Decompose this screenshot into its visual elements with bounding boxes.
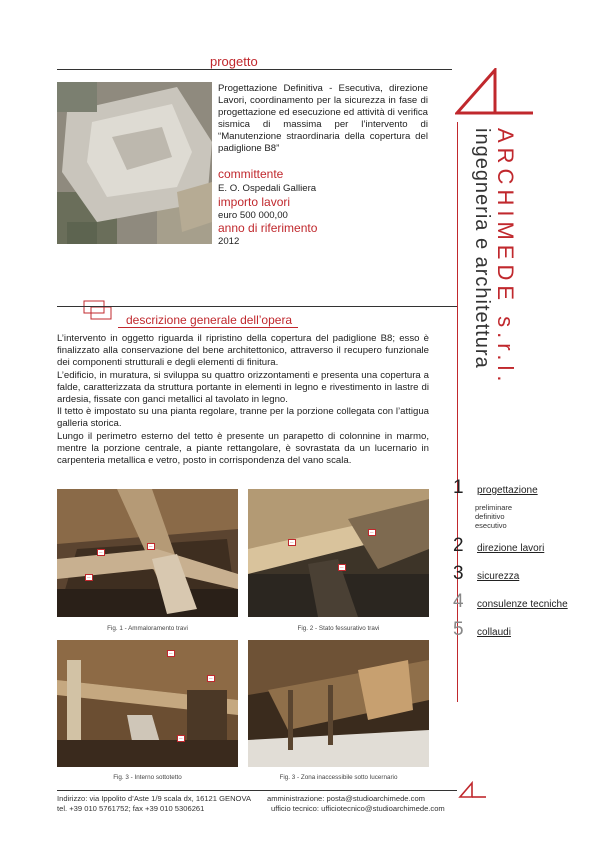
- menu-item-direzione-lavori[interactable]: [453, 536, 544, 556]
- menu-subitem[interactable]: definitivo: [475, 512, 505, 521]
- menu-number: 4: [453, 591, 464, 612]
- figure-caption: Fig. 3 - Interno sottotetto: [113, 774, 182, 781]
- footer-admin: [267, 794, 445, 804]
- importo-label: importo lavori: [218, 195, 291, 209]
- aerial-photo: [57, 82, 212, 244]
- brand-vertical-rule: [457, 122, 458, 702]
- anno-label: anno di riferimento: [218, 221, 318, 235]
- figure-caption: Fig. 1 - Ammaloramento travi: [107, 625, 188, 632]
- description-title-underline: [118, 327, 298, 328]
- anno-value: 2012: [218, 236, 240, 247]
- footer-rule: [57, 790, 457, 791]
- description-title: descrizione generale dell’opera: [126, 313, 293, 327]
- footer-admin-email[interactable]: posta@studioarchimede.com: [326, 794, 425, 803]
- header-rule: [57, 69, 452, 70]
- footer-address-block: [57, 794, 251, 814]
- brand-name: ARCHIMEDE s.r.l.: [493, 128, 518, 387]
- footer-tech-email[interactable]: ufficiotecnico@studioarchimede.com: [321, 804, 445, 813]
- menu-number: 2: [453, 535, 464, 556]
- description-paragraph: Il tetto è impostato su una pianta regolare, tranne per la porzione collegata con l’attigua galleria storica.: [57, 406, 429, 430]
- importo-value: euro 500 000,00: [218, 210, 288, 221]
- description-rule: [57, 306, 457, 307]
- menu-item-collaudi[interactable]: [453, 620, 511, 640]
- committente-label: committente: [218, 167, 284, 181]
- footer-admin-label: amministrazione:: [267, 794, 325, 803]
- menu-number: 1: [453, 477, 464, 498]
- photo-beam-cracks: — — —: [248, 489, 429, 617]
- footer-phone: tel. +39 010 5761752; fax +39 010 5306261: [57, 804, 205, 813]
- menu-item-sicurezza[interactable]: [453, 564, 519, 584]
- archimede-logo-small: [458, 781, 488, 799]
- menu-subitem[interactable]: preliminare: [475, 503, 513, 512]
- archimede-logo: [455, 68, 535, 118]
- description-paragraph: Lungo il perimetro esterno del tetto è presente un parapetto di colonnine in marmo, mentre la porzione centrale, a piante rettangolare, è sovrastata da un lucernario in carpenteria metallica e vetro, posto in corrispondenza del vano scala.: [57, 430, 429, 467]
- menu-label[interactable]: progettazione: [477, 485, 538, 496]
- brand-tagline: ingegneria e architettura: [471, 128, 493, 369]
- photo-inaccessible-zone: [248, 640, 429, 767]
- menu-item-progettazione[interactable]: [453, 478, 538, 498]
- menu-label[interactable]: direzione lavori: [477, 543, 545, 554]
- menu-label[interactable]: sicurezza: [477, 571, 520, 582]
- menu-number: 3: [453, 563, 464, 584]
- menu-number: 5: [453, 619, 464, 640]
- footer-contacts-block: [267, 794, 445, 814]
- figure-caption: Fig. 3 - Zona inaccessibile sotto lucernario: [279, 774, 398, 781]
- menu-submenu: [475, 503, 512, 530]
- photo-beam-decay: — — —: [57, 489, 238, 617]
- description-paragraph: L’intervento in oggetto riguarda il ripristino della copertura del padiglione B8; esso è finalizzato alla conservazione del bene architettonico, attraverso il recupero funzionale dei componenti strutturali e degli elementi di finitura.: [57, 333, 429, 369]
- figure-caption: Fig. 2 - Stato fessurativo travi: [297, 625, 380, 632]
- description-paragraph: L’edificio, in muratura, si sviluppa su quattro orizzontamenti e presenta una copertura a falde, caratterizzata da struttura portante in elementi in legno e rivestimento in lastre di ardesia, fissate con ganci metallici al tavolato in legno.: [57, 369, 429, 406]
- menu-item-consulenze[interactable]: [453, 592, 568, 612]
- project-intro: Progettazione Definitiva - Esecutiva, direzione Lavori, coordinamento per la sicurezza in fase di progettazione ed esecuzione ed attività di verifica sismica di massima per l’intervento di “Manutenzione straordinaria della copertura del padiglione B8”: [218, 83, 428, 154]
- menu-subitem[interactable]: esecutivo: [475, 521, 507, 530]
- menu-label[interactable]: consulenze tecniche: [477, 599, 568, 610]
- footer-tech: [267, 804, 445, 814]
- section-title: progetto: [210, 54, 258, 69]
- photo-attic-interior: — — —: [57, 640, 238, 767]
- section-icon: [83, 300, 121, 322]
- footer-tech-label: ufficio tecnico:: [271, 804, 319, 813]
- menu-label[interactable]: collaudi: [477, 627, 511, 638]
- committente-value: E. O. Ospedali Galliera: [218, 183, 317, 194]
- footer-address: Indirizzo: via Ippolito d’Aste 1/9 scala dx, 16121 GENOVA: [57, 794, 252, 803]
- description-body: [57, 333, 429, 467]
